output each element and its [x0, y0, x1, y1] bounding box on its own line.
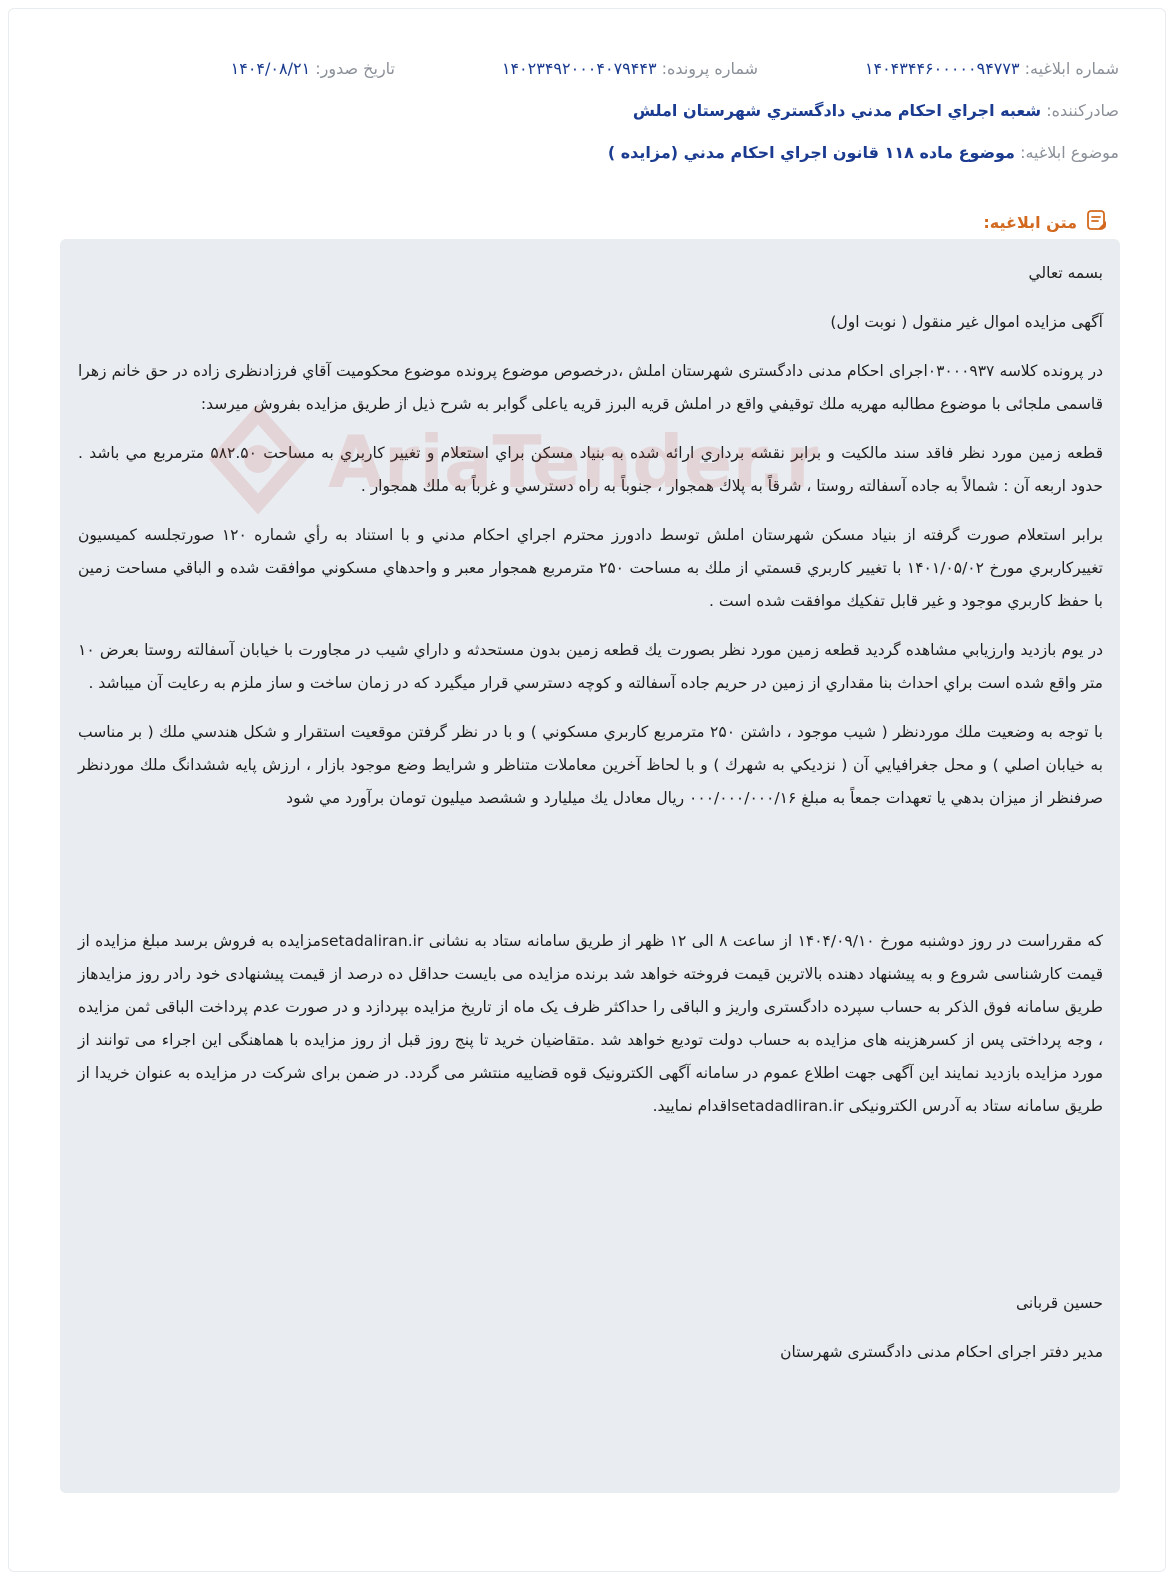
notice-text-title: متن ابلاغیه: [983, 212, 1077, 232]
document-note-icon [1085, 208, 1109, 236]
case-number: ۱۴۰۲۳۴۹۲۰۰۰۴۰۷۹۴۴۳ [501, 59, 657, 78]
body-paragraph-inquiry: برابر استعلام صورت گرفته از بنياد مسكن شهرستان املش توسط دادورز محترم اجراي احكام مدني و با استناد به رأي شماره ۱۲۰ صورتجلسه كميسيون تغييركاربري مورخ ۱۴۰۱/۰۵/۰۲ با تغيير كاربري قسمتي از ملك به مساحت ۲۵۰ مترمربع همجوار معبر و واحدهاي مسكوني موافقت شده و الباقي مساحت زمين با حفظ كاربري موجود و غير قابل تفكيك موافقت شده است . [78, 526, 1104, 610]
issue-date-label: تاریخ صدور: [315, 59, 395, 78]
watermark-text: AriaTender.n [328, 420, 818, 504]
notice-number-row [865, 59, 1119, 78]
body-paragraph-auction-terms: که مقرراست در روز دوشنبه مورخ ۱۴۰۴/۰۹/۱۰ از ساعت ۸ الی ۱۲ ظهر از طریق سامانه ستاد به نشانی setadaliran.irمزایده به فروش برسد مبلغ مزایده از قیمت کارشناسی شروع و به پیشنهاد دهنده بالاترین قیمت فروخته خواهد شد برنده مزایده می بایست حداقل ده درصد از قیمت پیشنهادی خود رادر روز مزایدهاز طریق سامانه فوق الذکر به حساب سپرده دادگستری واریز و الباقی را حداکثر ظرف یک ماه از تاریخ مزایده بپردازد و در صورت عدم پرداخت الباقی ثمن مزایده ، وجه پرداختی پس از کسرهزینه های مزایده به حساب دولت تودیع خواهد شد .متقاضیان خرید تا پنج روز قبل از روز مزایده با هماهنگی این اجراء می توانند از مورد مزایده بازدید نمایند این آگهی جهت اطلاع عموم در سامانه آگهی الکترونیک قوه قضاییه منتشر می گردد. در ضمن برای شرکت در مزایده به عنوان خریدا از طریق سامانه ستاد به آدرس الکترونیکی setadadliran.irاقدام نمایید. [78, 932, 1103, 1115]
issuer-row [633, 101, 1119, 120]
signer-name: حسین قربانی [1015, 1294, 1103, 1312]
issuer-label: صادرکننده: [1046, 101, 1119, 120]
case-number-row [502, 59, 758, 78]
subject-value: موضوع ماده ۱۱۸ قانون اجراي احكام مدني (مزايده ) [607, 143, 1015, 162]
issue-date-row [231, 59, 395, 78]
body-paragraph-inspection: در يوم بازديد وارزيابي مشاهده گرديد قطعه زمين مورد نظر بصورت يك قطعه زمين بدون مستحدثه و داراي شيب در مجاورت با خيابان آسفالته روستا بعرض ۱۰ متر واقع شده است براي احداث بنا مقداري از زمين در حريم جاده آسفالته و كوچه دسترسي قرار ميگيرد كه در زمان ساخت و ساز ملزم به رعايت آن ميباشد . [78, 641, 1103, 692]
signer-title: مدیر دفتر اجرای احکام مدنی دادگستری شهرستان [780, 1343, 1103, 1361]
case-number-label: شماره پرونده: [661, 59, 758, 78]
subject-label: موضوع ابلاغیه: [1020, 143, 1119, 162]
notice-text-heading [983, 209, 1109, 235]
issue-date: ۱۴۰۴/۰۸/۲۱ [230, 59, 311, 78]
notice-number: ۱۴۰۴۳۴۴۶۰۰۰۰۰۹۴۷۷۳ [864, 59, 1020, 78]
issuer-name: شعبه اجراي احكام مدني دادگستري شهرستان املش [632, 101, 1042, 120]
notice-card [8, 8, 1166, 1572]
notice-number-label: شماره ابلاغیه: [1024, 59, 1119, 78]
body-paragraph-land: قطعه زمين مورد نظر فاقد سند مالكيت و برابر نقشه برداري ارائه شده به بنياد مسكن براي استعلام و تغيير كاربري به مساحت ۵۸۲.۵۰ مترمربع مي باشد . حدود اربعه آن : شمالاً به جاده آسفالته روستا ، شرقاً به پلاك همجوار ، جنوباً به راه دسترسي و غرباً به ملك همجوار . [78, 444, 1104, 495]
subject-row [608, 143, 1119, 162]
notice-body [60, 239, 1120, 1493]
body-basmala: بسمه تعالي [1028, 264, 1103, 282]
body-paragraph-case: در پرونده کلاسه ۰۳۰۰۰۹۳۷اجرای احکام مدنی دادگستری شهرستان املش ،درخصوص موضوع پرونده موضوع محکوميت آقاي فرزادنظری زاده در حق خانم زهرا قاسمی ملجائی با موضوع مطالبه مهریه ملك توقيفي واقع در املش قريه البرز قريه ياعلی گوابر به شرح ذيل از طريق مزايده بفروش ميرسد: [78, 362, 1103, 413]
body-paragraph-valuation: با توجه به وضعيت ملك موردنظر ( شيب موجود ، داشتن ۲۵۰ مترمربع كاربري مسكوني ) و با در نظر گرفتن موقعيت استقرار و شكل هندسي ملك ( بر مناسب به خيابان اصلي ) و محل جغرافيايي آن ( نزديكي به شهرك ) و با لحاظ آخرين معاملات متناظر و شرايط وضع موجود بازار ، ارزش پايه ششدانگ ملك موردنظر صرفنظر از ميزان بدهي يا تعهدات جمعاً به مبلغ ۰۰۰/۰۰۰/۰۰۰/۱۶ ريال معادل يك ميليارد و ششصد ميليون تومان برآورد مي شود [78, 723, 1103, 807]
body-ad-title: آگهی مزایده اموال غیر منقول ( نوبت اول) [830, 313, 1103, 331]
